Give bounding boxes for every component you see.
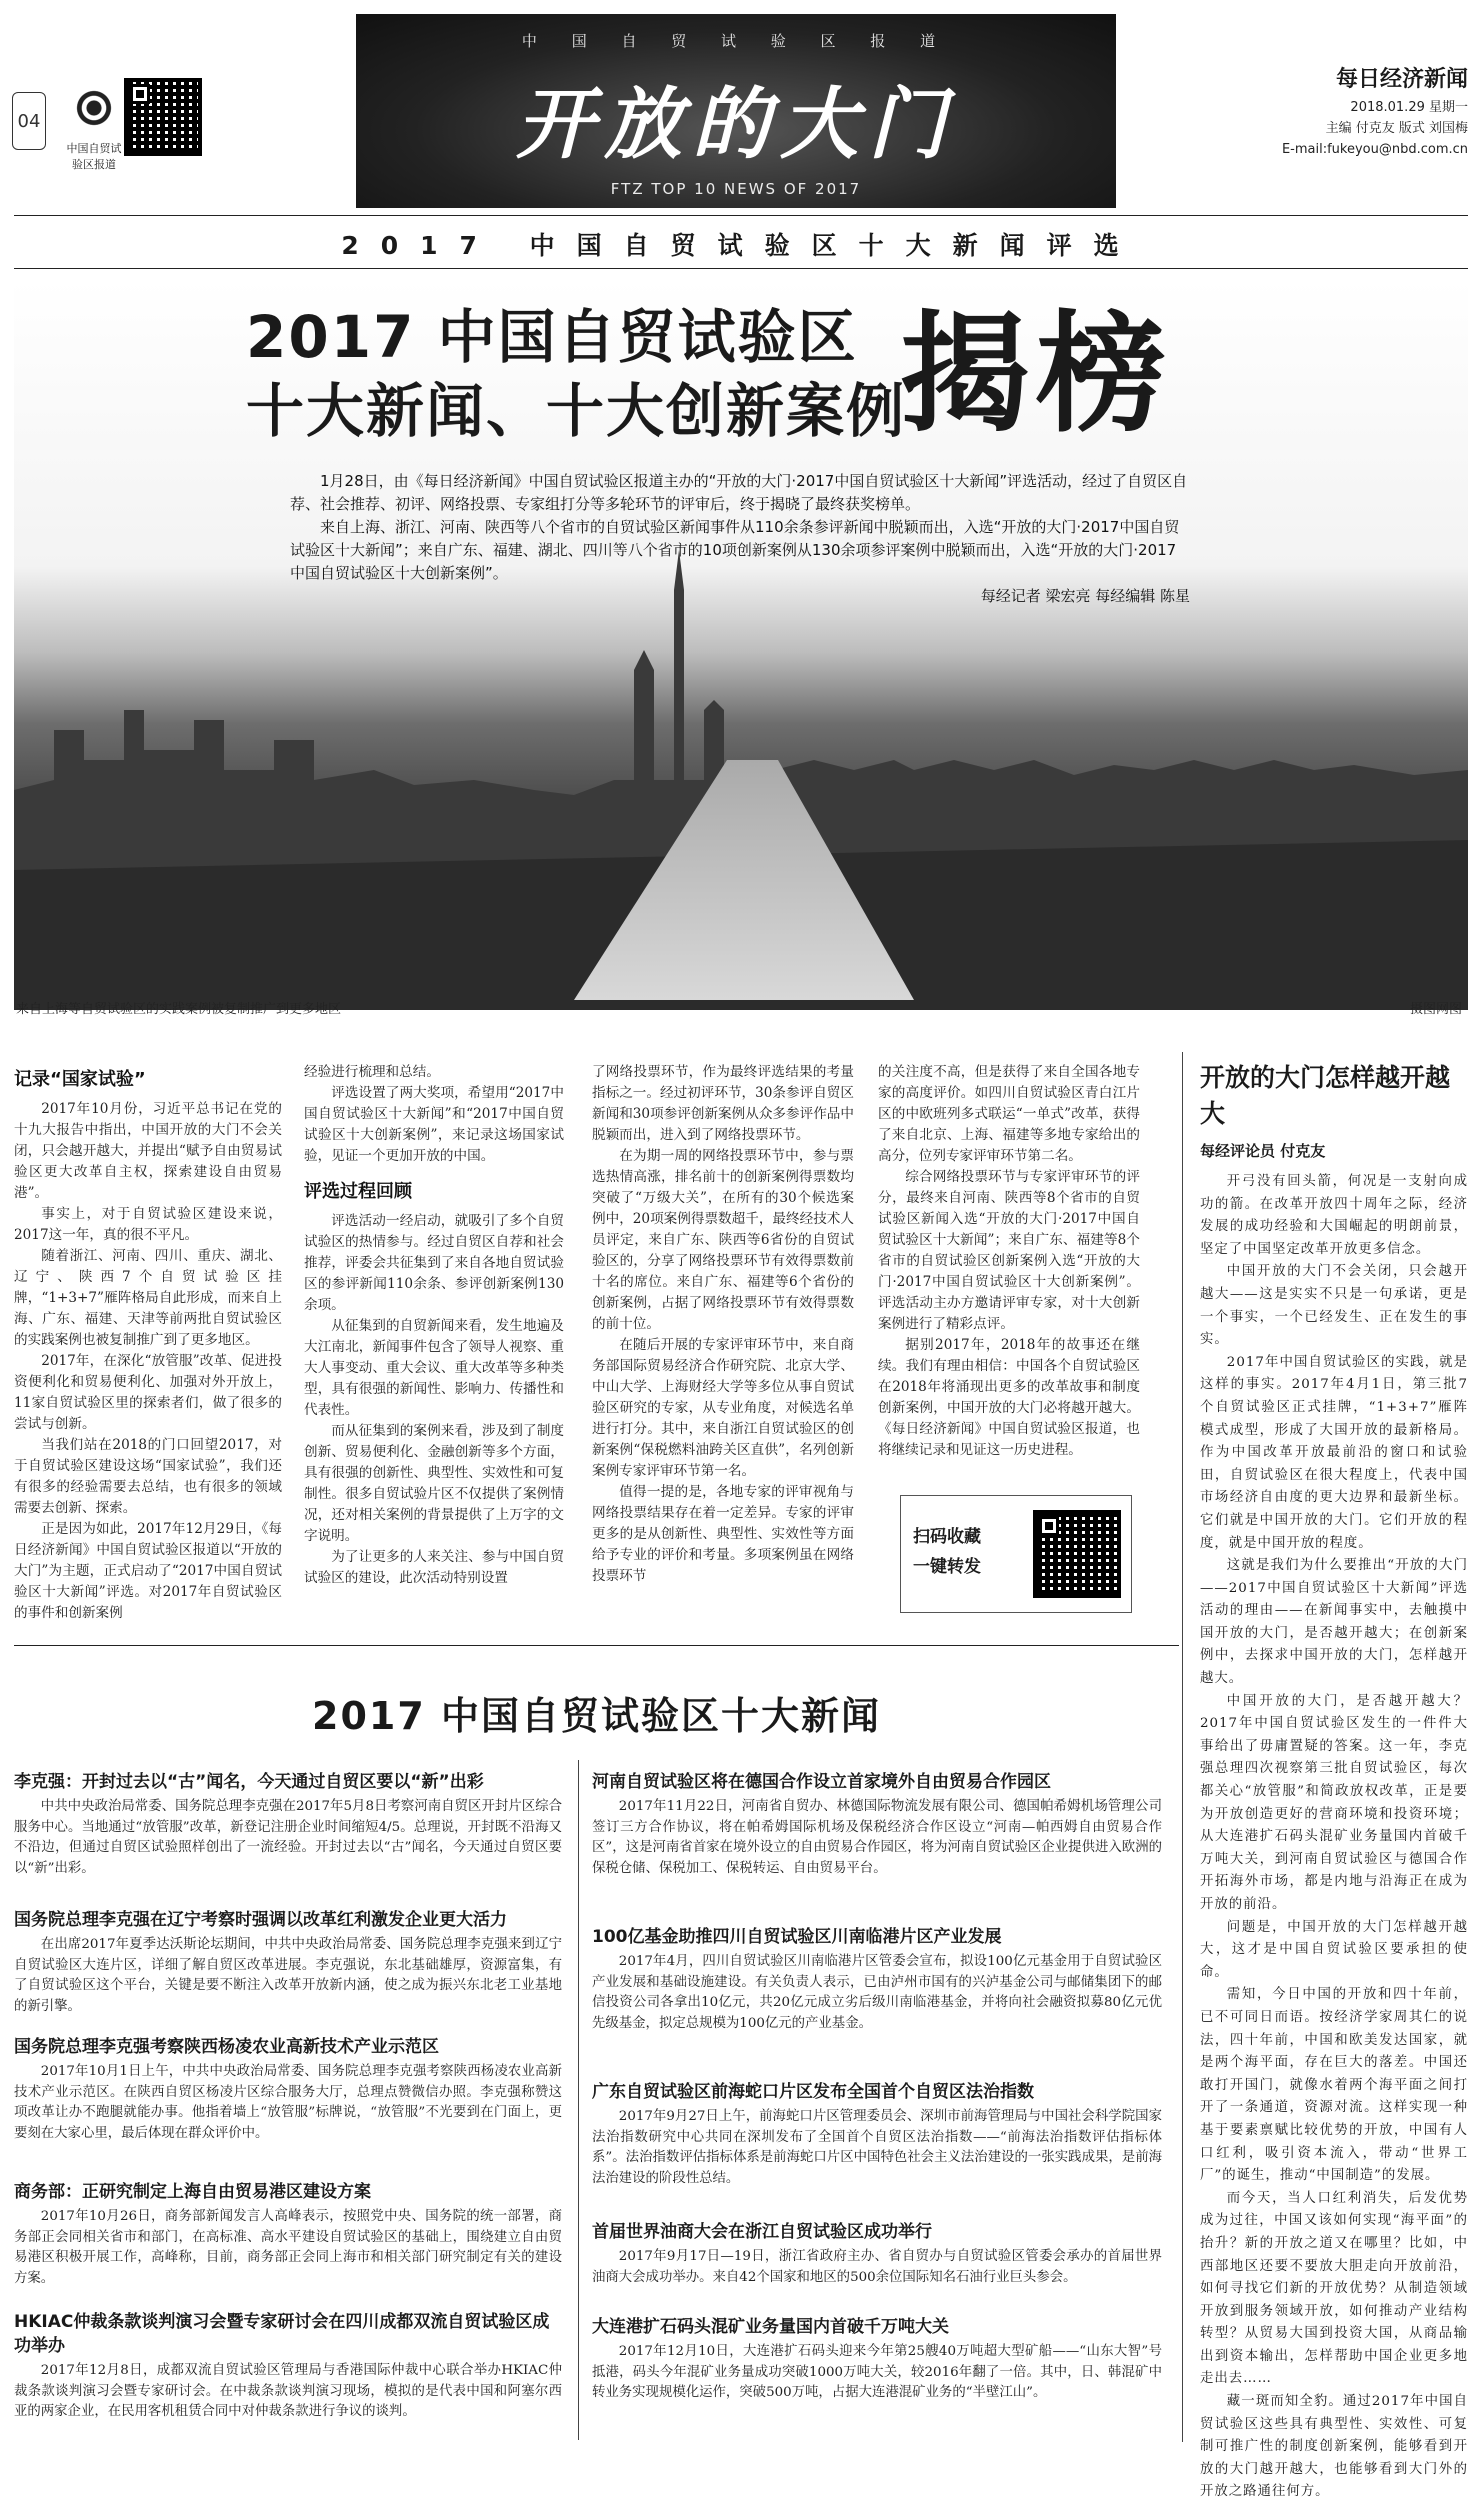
article-column-1	[14, 1055, 282, 1624]
headline-line1: 2017 中国自贸试验区	[246, 303, 858, 371]
news-section-header: 2017 中国自贸试验区十大新闻	[312, 1694, 881, 1738]
ftz-logo	[62, 80, 126, 170]
logo-mark-icon	[66, 80, 122, 136]
paragraph: 正是因为如此，2017年12月29日，《每日经济新闻》中国自贸试验区报道以“开放的大门”为主题，正式启动了“2017中国自贸试验区十大新闻”评选。对2017年自贸试验区的事件和创新案例	[14, 1521, 282, 1621]
news-item	[14, 1770, 562, 1879]
section-title: 2017 中国自贸试验区十大新闻评选	[341, 231, 1141, 260]
news-body: 2017年9月27日上午，前海蛇口片区管理委员会、深圳市前海管理局与中国社会科学院国家法治指数研究中心共同在深圳发布了全国首个自贸区法治指数——“前海法治指数评估指标体系”。法治指数评估指标体系是前海蛇口片区中国特色社会主义法治建设的一张实践成果，是前海法治建设的阶段性总结。	[592, 2109, 1162, 2186]
news-headline: HKIAC仲裁条款谈判演习会暨专家研讨会在四川成都双流自贸试验区成功举办	[14, 2312, 550, 2356]
photo-caption: 来自上海等自贸试验区的实践案例被复制推广到更多地区	[16, 1002, 342, 1017]
news-headline: 大连港扩石码头混矿业务量国内首破千万吨大关	[592, 2317, 949, 2337]
byline: 每经记者 梁宏亮 每经编辑 陈星	[980, 587, 1190, 605]
paragraph: 在为期一周的网络投票环节中，参与票选热情高涨，排名前十的创新案例得票数均突破了“万级大关”，在所有的30个候选案例中，20项案例得票数超千，最终经技术人员评定，来自广东、陕西等6省份的自贸试验区的，分享了网络投票环节有效得票数前十名的席位。来自广东、福建等6个省份的创新案例，占据了网络投票环节有效得票数的前十位。	[592, 1148, 854, 1332]
news-body: 2017年12月10日，大连港扩石码头迎来今年第25艘40万吨超大型矿船——“山东大智”号抵港，码头今年混矿业务量成功突破1000万吨大关，较2016年翻了一倍。其中，日、韩混矿中转业务实现规模化运作，突破500万吨，占据大连港混矿业务的“半壁江山”。	[592, 2344, 1162, 2400]
news-body: 2017年10月26日，商务部新闻发言人高峰表示，按照党中央、国务院的统一部署，商务部正会同相关省市和部门，在高标准、高水平建设自贸试验区的基础上，围绕建立自由贸易港区积极开展工作，高峰称，目前，商务部正会同上海市和相关部门研究制定有关的建设方案。	[14, 2209, 562, 2286]
page-number: 04	[12, 92, 46, 150]
paragraph: 而从征集到的案例来看，涉及到了制度创新、贸易便利化、金融创新等多个方面，具有很强的创新性、典型性、实效性和可复制性。很多自贸试验片区不仅提供了案例情况，还对相关案例的背景提供了上万字的文字说明。	[304, 1423, 564, 1544]
news-headline: 国务院总理李克强在辽宁考察时强调以改革红利激发企业更大活力	[14, 1910, 507, 1930]
paragraph: 评选活动一经启动，就吸引了多个自贸试验区的热情参与。经过自贸区自荐和社会推荐，评委会共征集到了来自各地自贸试验区的参评新闻110余条、参评创新案例130余项。	[304, 1213, 564, 1313]
commentary-sidebar	[1200, 1060, 1468, 2504]
news-item	[14, 2035, 562, 2144]
paragraph: 2017年10月份，习近平总书记在党的十九大报告中指出，中国开放的大门不会关闭，只会越开越大，并提出“赋予自由贸易试验区更大改革自主权，探索建设自由贸易港”。	[14, 1101, 282, 1201]
paragraph: 的关注度不高，但是获得了来自全国各地专家的高度评价。如四川自贸试验区青白江片区的中欧班列多式联运“一单式”改革，获得了来自北京、上海、福建等多地专家给出的高分，位列专家评审环节第二名。	[878, 1064, 1140, 1164]
masthead-banner	[356, 14, 1116, 208]
paragraph: 这就是我们为什么要推出“开放的大门——2017中国自贸试验区十大新闻”评选活动的理由——在新闻事实中，去触摸中国开放的大门，是否越开越大；在创新案例中，去探求中国开放的大门，怎样越开越大。	[1200, 1558, 1468, 1687]
paragraph: 从征集到的自贸新闻来看，发生地遍及大江南北，新闻事件包含了领导人视察、重大人事变动、重大会议、重大改革等多种类型，具有很强的新闻性、影响力、传播性和代表性。	[304, 1318, 564, 1418]
article-column-3	[592, 1062, 854, 1587]
paragraph: 综合网络投票环节与专家评审环节的评分，最终来自河南、陕西等8个省市的自贸试验区新闻入选“开放的大门·2017中国自贸试验区十大新闻”；来自广东、福建等8个省市的自贸试验区创新案例入选“开放的大门·2017中国自贸试验区十大创新案例”。评选活动主办方邀请评审专家，对十大创新案例进行了精彩点评。	[878, 1169, 1140, 1332]
banner-english: FTZ TOP 10 NEWS OF 2017	[610, 180, 862, 198]
divider	[14, 215, 1468, 216]
paragraph: 当我们站在2018的门口回望2017，对于自贸试验区建设这场“国家试验”，我们还有很多的经验需要去总结，也有很多的领域需要去创新、探索。	[14, 1437, 282, 1516]
news-item	[592, 1770, 1162, 1879]
subheading: 记录“国家试验”	[14, 1069, 146, 1090]
paper-name: 每日经济新闻	[1335, 66, 1468, 92]
paragraph: 经验进行梳理和总结。	[304, 1064, 440, 1080]
main-headline	[246, 300, 906, 448]
qr-code-icon[interactable]	[1033, 1510, 1121, 1598]
sidebar-author: 每经评论员 付克友	[1200, 1142, 1326, 1160]
divider	[14, 268, 1468, 269]
news-item	[14, 2310, 562, 2423]
paragraph: 随着浙江、河南、四川、重庆、湖北、辽宁、陕西7个自贸试验区挂牌，“1+3+7”雁阵格局自此形成，而来自上海、广东、福建、天津等前两批自贸试验区的实践案例也被复制推广到了更多地区。	[14, 1248, 282, 1348]
headline-line2: 十大新闻、十大创新案例	[246, 377, 907, 445]
paragraph: 而今天，当人口红利消失，后发优势成为过往，中国又该如何实现“海平面”的抬升？新的开放之道又在哪里？比如，中西部地区还要不要放大胆走向开放前沿，如何寻找它们新的开放优势？从制造领域开放到服务领域开放，如何推动产业结构转型？从贸易大国到投资大国，从商品输出到资本输出，怎样帮助中国企业更多地走出去……	[1200, 2190, 1468, 2387]
news-body: 中共中央政治局常委、国务院总理李克强在2017年5月8日考察河南自贸区开封片区综合服务中心。当地通过“放管服”改革，新登记注册企业时间缩短4/5。总理说，开封既不沿海又不沿边，但通过自贸区试验照样创出了一流经验。开封过去以“古”闻名，今天通过自贸区要以“新”出彩。	[14, 1799, 562, 1876]
news-item	[592, 2220, 1162, 2288]
news-body: 2017年12月8日，成都双流自贸试验区管理局与香港国际仲裁中心联合举办HKIAC仲裁条款谈判演习会暨专家研讨会。在中裁条款谈判演习现场，模拟的是代表中国和阿塞尔西亚的两家企业，在民用客机租赁合同中对仲裁条款进行争议的谈判。	[14, 2363, 562, 2419]
news-headline: 首届世界油商大会在浙江自贸试验区成功举行	[592, 2222, 932, 2242]
paragraph: 中国开放的大门不会关闭，只会越开越大——这是实实不只是一句承诺，更是一个事实，一个已经发生、正在发生的事实。	[1200, 1264, 1468, 1348]
lead-paragraph	[290, 470, 1190, 608]
news-headline: 国务院总理李克强考察陕西杨凌农业高新技术产业示范区	[14, 2037, 439, 2057]
paragraph: 事实上，对于自贸试验区建设来说，2017这一年，真的很不平凡。	[14, 1206, 282, 1243]
news-item	[592, 2315, 1162, 2404]
paragraph: 开弓没有回头箭，何况是一支射向成功的箭。在改革开放四十周年之际，经济发展的成功经验和大国崛起的明朗前景，坚定了中国坚定改革开放更多信念。	[1200, 1174, 1468, 1257]
scan-to-share-box[interactable]	[900, 1495, 1132, 1613]
column-divider	[1182, 1052, 1183, 2442]
news-headline: 商务部：正研究制定上海自由贸易港区建设方案	[14, 2182, 371, 2202]
article-column-4	[878, 1062, 1140, 1461]
paragraph: 在随后开展的专家评审环节中，来自商务部国际贸易经济合作研究院、北京大学、中山大学、上海财经大学等多位从事自贸试验区研究的专家，从专业角度，对候选名单进行打分。其中，来自浙江自贸试验区的创新案例“保税燃料油跨关区直供”，名列创新案例专家评审环节第一名。	[592, 1337, 854, 1479]
qr-code-icon[interactable]	[124, 78, 202, 156]
subheading: 评选过程回顾	[304, 1181, 412, 1202]
divider	[14, 1645, 1179, 1646]
paragraph: 问题是，中国开放的大门怎样越开越大，这才是中国自贸试验区要承担的使命。	[1200, 1919, 1468, 1980]
banner-title: 开放的大门	[515, 79, 956, 170]
paragraph: 值得一提的是，各地专家的评审视角与网络投票结果存在着一定差异。专家的评审更多的是从创新性、典型性、实效性等方面给予专业的评价和考量。多项案例虽在网络投票环节	[592, 1484, 854, 1584]
news-body: 2017年11月22日，河南省自贸办、林德国际物流发展有限公司、德国帕希姆机场管理公司签订三方合作协议，将在帕希姆国际机场及保税经济合作区设立“河南—帕西姆自由贸易合作区”，这是河南省首家在境外设立的自由贸易合作园区，将为河南自贸试验区企业提供进入欧洲的保税仓储、保税加工、保税转运、自由贸易平台。	[592, 1799, 1162, 1876]
news-item	[14, 1908, 562, 2017]
paragraph: 需知，今日中国的开放和四十年前，已不可同日而语。按经济学家周其仁的说法，四十年前，中国和欧美发达国家，就是两个海平面，存在巨大的落差。中国还敢打开国门，就像水着两个海平面之间打开了一条通道，资源对流。这样实现一种基于要素禀赋比较优势的开放，中国有人口红利，吸引资本流入，带动“世界工厂”的诞生，推动“中国制造”的发展。	[1200, 1987, 1468, 2184]
column-divider	[578, 1760, 579, 2440]
paragraph: 了网络投票环节，作为最终评选结果的考量指标之一。经过初评环节，30条参评自贸区新闻和30项参评创新案例从众多参评作品中脱颖而出，进入到了网络投票环节。	[592, 1064, 854, 1143]
news-body: 在出席2017年夏季达沃斯论坛期间，中共中央政治局常委、国务院总理李克强来到辽宁自贸试验区大连片区，详细了解自贸区改革进展。李克强说，东北基础雄厚，资源富集，有了自贸试验区这个平台，关键是要不断注入改革开放新内涵，使之成为振兴东北老工业基地的新引擎。	[14, 1937, 562, 2014]
paragraph: 据别2017年，2018年的故事还在继续。我们有理由相信：中国各个自贸试验区在2018年将涌现出更多的改革故事和制度创新案例，中国开放的大门必将越开越大。《每日经济新闻》中国自贸试验区报道，也将继续记录和见证这一历史进程。	[878, 1337, 1140, 1458]
headline-big-word: 揭榜	[900, 297, 1173, 450]
editors-line: 主编 付克友 版式 刘国梅	[1325, 121, 1468, 136]
news-body: 2017年10月1日上午，中共中央政治局常委、国务院总理李克强考察陕西杨凌农业高新技术产业示范区。在陕西自贸区杨凌片区综合服务大厅，总理点赞微信办照。李克强称赞这项改革让办不跑腿就能办事。他指着墙上“放管服”标牌说，“放管服”不光要到在门面上，更要刻在大家心里，最后体现在群众评价中。	[14, 2064, 562, 2141]
banner-subtitle: 中 国 自 贸 试 验 区 报 道	[521, 32, 951, 50]
paragraph: 藏一斑而知全豹。通过2017年中国自贸试验区这些具有典型性、实效性、可复制可推广性的制度创新案例，能够看到开放的大门越开越大，也能够看到大门外的开放之路通往何方。	[1200, 2394, 1468, 2500]
news-body: 2017年9月17日—19日，浙江省政府主办、省自贸办与自贸试验区管委会承办的首届世界油商大会成功举办。来自42个国家和地区的500余位国际知名石油行业巨头参会。	[592, 2249, 1162, 2285]
paragraph: 中国开放的大门，是否越开越大？2017年中国自贸试验区发生的一件件大事给出了毋庸置疑的答案。这一年，李克强总理四次视察第三批自贸试验区，每次都关心“放管服”和简政放权改革，正是要为开放创造更好的营商环境和投资环境；从大连港扩石码头混矿业务量国内首破千万吨大关，到河南自贸试验区与德国合作开拓海外市场，都是内地与沿海正在成为开放的前沿。	[1200, 1693, 1468, 1912]
paragraph: 2017年中国自贸试验区的实践，就是这样的事实。2017年4月1日，第三批7个自贸试验区正式挂牌，“1+3+7”雁阵模式成型，形成了大国开放的最新格局。作为中国改革开放最前沿的窗口和试验田，自贸试验区在很大程度上，代表中国市场经济自由度的更大边界和最新坐标。它们就是中国开放的大门。它们开放的程度，就是中国开放的程度。	[1200, 1354, 1468, 1551]
news-item	[14, 2180, 562, 2289]
paragraph: 2017年，在深化“放管服”改革、促进投资便利化和贸易便利化、加强对外开放上，11家自贸试验区里的探索者们，做了很多的尝试与创新。	[14, 1353, 282, 1432]
email-link[interactable]: E-mail:fukeyou@nbd.com.cn	[1281, 142, 1468, 157]
news-body: 2017年4月，四川自贸试验区川南临港片区管委会宣布，拟设100亿元基金用于自贸试验区产业发展和基础设施建设。有关负责人表示，已由泸州市国有的兴泸基金公司与邮储集团下的邮信投资公司各拿出10亿元，共20亿元成立劣后级川南临港基金，并将向社会融资拟募80亿元优先级基金，拟定总规模为100亿元的产业基金。	[592, 1954, 1162, 2031]
news-headline: 李克强：开封过去以“古”闻名，今天通过自贸区要以“新”出彩	[14, 1772, 484, 1792]
paragraph: 评选设置了两大奖项，希望用“2017中国自贸试验区十大新闻”和“2017中国自贸试验区十大创新案例”，来记录这场国家试验，见证一个更加开放的中国。	[304, 1085, 564, 1164]
sidebar-body	[1200, 1171, 1468, 2504]
logo-text: 中国自贸试验区报道	[66, 142, 122, 171]
paragraph: 为了让更多的人来关注、参与中国自贸试验区的建设，此次活动特别设置	[304, 1549, 564, 1586]
issue-meta	[1282, 97, 1468, 160]
news-headline: 河南自贸试验区将在德国合作设立首家境外自由贸易合作园区	[592, 1772, 1051, 1792]
sidebar-title: 开放的大门怎样越开越大	[1200, 1063, 1451, 1128]
lead-text: 1月28日，由《每日经济新闻》中国自贸试验区报道主办的“开放的大门·2017中国自贸试验区十大新闻”评选活动，经过了自贸区自荐、社会推荐、初评、网络投票、专家组打分等多轮环节的评审后，终于揭晓了最终获奖榜单。	[290, 472, 1188, 513]
news-headline: 广东自贸试验区前海蛇口片区发布全国首个自贸区法治指数	[592, 2082, 1034, 2102]
photo-credit: 摄图网图	[1410, 1002, 1463, 1017]
scan-label: 扫码收藏一键转发	[913, 1527, 981, 1577]
lead-text: 来自上海、浙江、河南、陕西等八个省市的自贸试验区新闻事件从110余条参评新闻中脱颖而出，入选“开放的大门·2017中国自贸试验区十大新闻”；来自广东、福建、湖北、四川等八个省市的10项创新案例从130余项参评案例中脱颖而出，入选“开放的大门·2017中国自贸试验区十大创新案例”。	[290, 518, 1180, 582]
news-item	[592, 2080, 1162, 2189]
date-line: 2018.01.29 星期一	[1350, 100, 1468, 115]
news-item	[592, 1925, 1162, 2034]
article-column-2	[304, 1062, 564, 1589]
news-headline: 100亿基金助推四川自贸试验区川南临港片区产业发展	[592, 1927, 1002, 1947]
